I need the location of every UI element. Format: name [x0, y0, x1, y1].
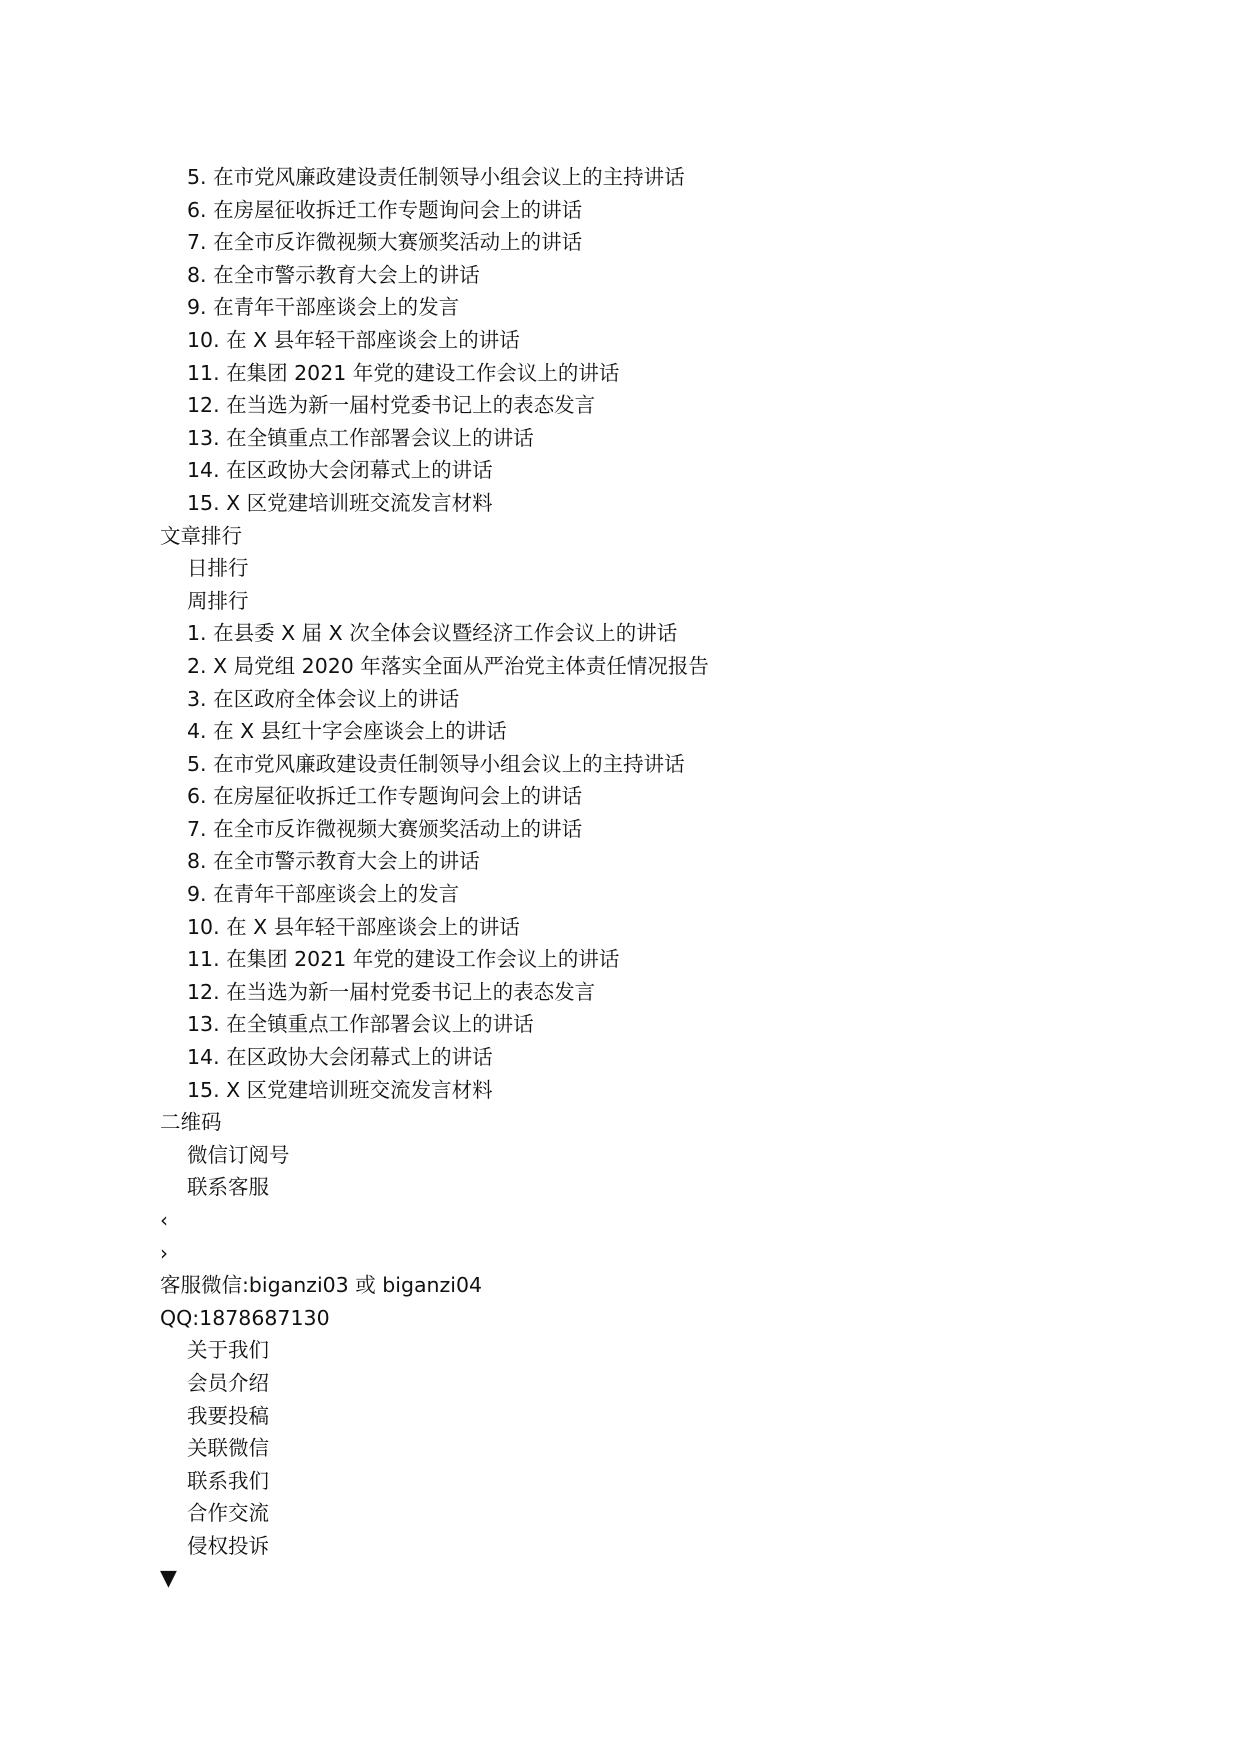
- link-complaint[interactable]: 侵权投诉: [187, 1533, 269, 1558]
- list-item[interactable]: 9. 在青年干部座谈会上的发言: [187, 295, 460, 320]
- list-item[interactable]: 7. 在全市反诈微视频大赛颁奖活动上的讲话: [187, 230, 583, 255]
- list-item[interactable]: 4. 在 X 县红十字会座谈会上的讲话: [187, 719, 507, 744]
- qrcode-title: 二维码: [160, 1110, 222, 1135]
- list-item[interactable]: 11. 在集团 2021 年党的建设工作会议上的讲话: [187, 947, 620, 972]
- contact-info: [160, 1269, 1160, 1334]
- list-item[interactable]: 2. X 局党组 2020 年落实全面从严治党主体责任情况报告: [187, 653, 709, 678]
- tab-weekly-ranking[interactable]: 周排行: [187, 588, 249, 613]
- list-item[interactable]: 6. 在房屋征收拆迁工作专题询问会上的讲话: [187, 197, 583, 222]
- list-item[interactable]: 15. X 区党建培训班交流发言材料: [187, 490, 493, 515]
- list-item[interactable]: 14. 在区政协大会闭幕式上的讲话: [187, 458, 493, 483]
- qrcode-section: [160, 1106, 1160, 1204]
- list-item[interactable]: 7. 在全市反诈微视频大赛颁奖活动上的讲话: [187, 816, 583, 841]
- link-about-us[interactable]: 关于我们: [187, 1338, 269, 1363]
- list-item[interactable]: 15. X 区党建培训班交流发言材料: [187, 1077, 493, 1102]
- link-membership[interactable]: 会员介绍: [187, 1370, 269, 1395]
- list-item[interactable]: 9. 在青年干部座谈会上的发言: [187, 882, 460, 907]
- carousel-controls: [160, 1204, 1160, 1269]
- list-item[interactable]: 6. 在房屋征收拆迁工作专题询问会上的讲话: [187, 784, 583, 809]
- list-item[interactable]: 11. 在集团 2021 年党的建设工作会议上的讲话: [187, 360, 620, 385]
- list-item[interactable]: 8. 在全市警示教育大会上的讲话: [187, 849, 480, 874]
- ranking-section: [160, 520, 1160, 1107]
- tab-contact-service[interactable]: 联系客服: [187, 1175, 269, 1200]
- list-item[interactable]: 3. 在区政府全体会议上的讲话: [187, 686, 460, 711]
- chevron-left-icon[interactable]: ‹: [160, 1208, 168, 1232]
- recommend-list: [160, 161, 1160, 520]
- chevron-right-icon[interactable]: ›: [160, 1240, 168, 1265]
- list-item[interactable]: 1. 在县委 X 届 X 次全体会议暨经济工作会议上的讲话: [187, 621, 678, 646]
- list-item[interactable]: 5. 在市党风廉政建设责任制领导小组会议上的主持讲话: [187, 751, 685, 776]
- link-submit-article[interactable]: 我要投稿: [187, 1403, 269, 1428]
- service-wechat: 客服微信:biganzi03 或 biganzi04: [160, 1273, 483, 1298]
- link-cooperation[interactable]: 合作交流: [187, 1501, 269, 1526]
- list-item[interactable]: 5. 在市党风廉政建设责任制领导小组会议上的主持讲话: [187, 165, 685, 189]
- link-link-wechat[interactable]: 关联微信: [187, 1436, 269, 1461]
- page-content: [160, 161, 1160, 1595]
- link-contact-us[interactable]: 联系我们: [187, 1468, 269, 1493]
- tab-wechat-subscription[interactable]: 微信订阅号: [187, 1142, 290, 1167]
- list-item[interactable]: 14. 在区政协大会闭幕式上的讲话: [187, 1045, 493, 1070]
- ranking-title: 文章排行: [160, 523, 242, 548]
- list-item[interactable]: 13. 在全镇重点工作部署会议上的讲话: [187, 1012, 534, 1037]
- list-item[interactable]: 10. 在 X 县年轻干部座谈会上的讲话: [187, 914, 520, 939]
- list-item[interactable]: 12. 在当选为新一届村党委书记上的表态发言: [187, 393, 596, 418]
- service-qq: QQ:1878687130: [160, 1305, 330, 1330]
- triangle-down-icon[interactable]: ▼: [160, 1565, 177, 1591]
- tab-daily-ranking[interactable]: 日排行: [187, 556, 249, 581]
- list-item[interactable]: 12. 在当选为新一届村党委书记上的表态发言: [187, 979, 596, 1004]
- list-item[interactable]: 13. 在全镇重点工作部署会议上的讲话: [187, 425, 534, 450]
- footer-links: [160, 1334, 1160, 1562]
- list-item[interactable]: 8. 在全市警示教育大会上的讲话: [187, 262, 480, 287]
- list-item[interactable]: 10. 在 X 县年轻干部座谈会上的讲话: [187, 327, 520, 352]
